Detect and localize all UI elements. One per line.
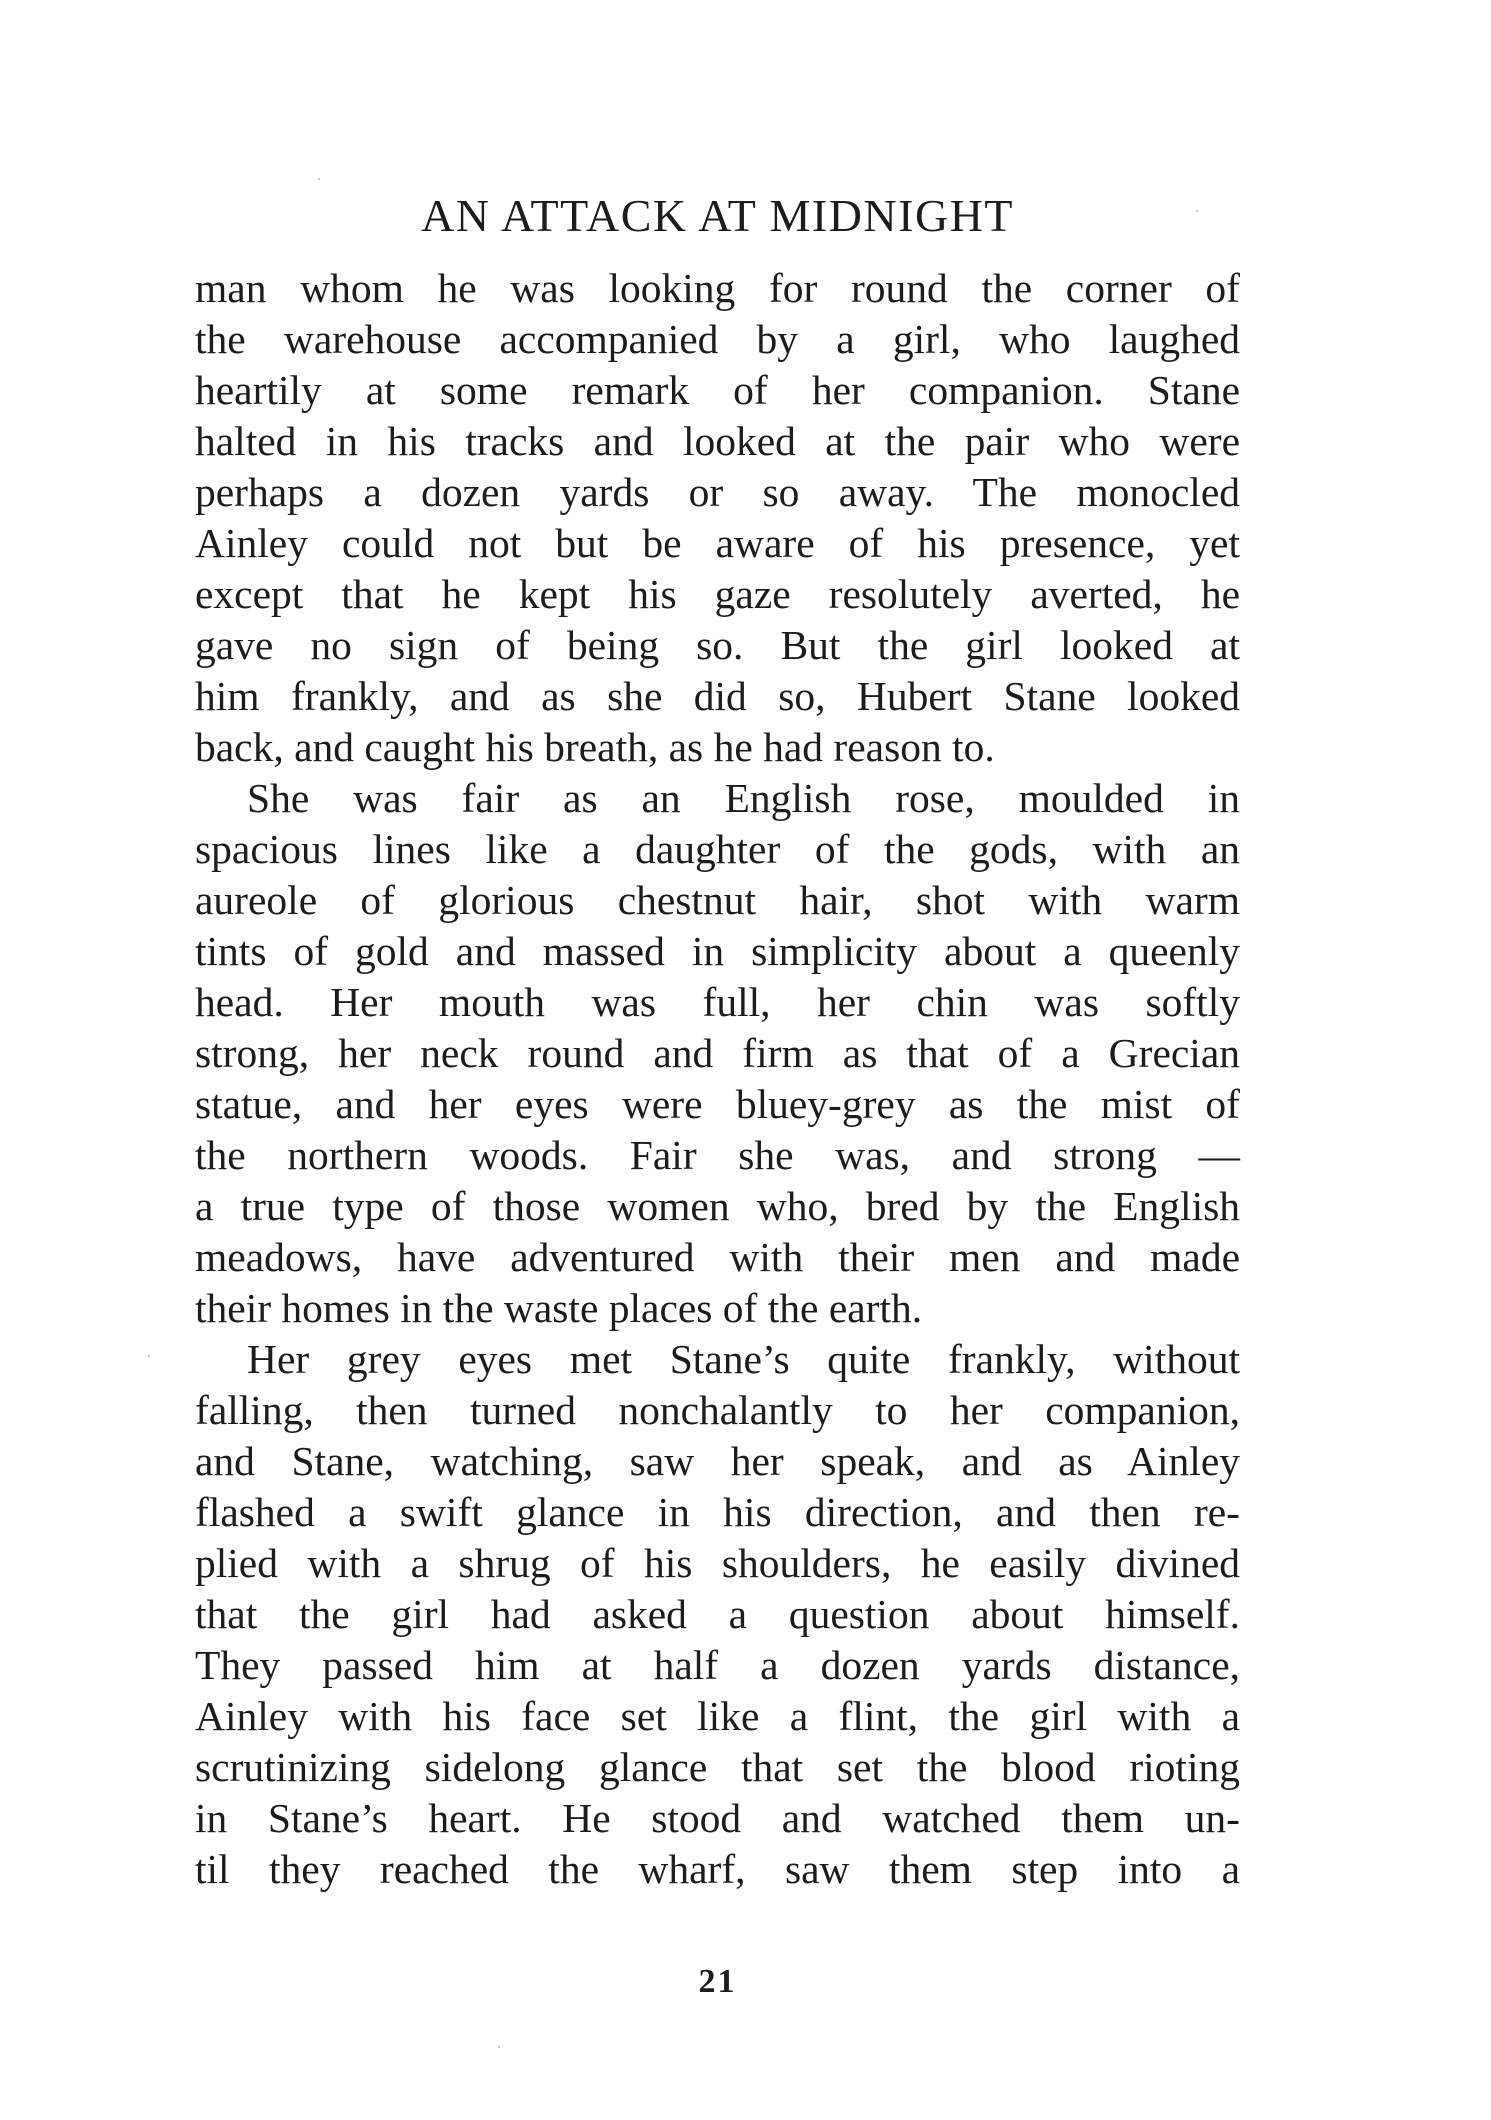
text-line: the northern woods. Fair she was, and strong —	[195, 1132, 1240, 1178]
text-line: except that he kept his gaze resolutely averted, he	[195, 571, 1240, 617]
text-line: Ainley with his face set like a flint, the girl with a	[195, 1693, 1240, 1739]
text-line: perhaps a dozen yards or so away. The monocled	[195, 469, 1240, 515]
paper-speck	[498, 2046, 500, 2048]
body-text	[195, 263, 1240, 1895]
text-line: head. Her mouth was full, her chin was softly	[195, 979, 1240, 1025]
paper-speck	[1196, 210, 1198, 212]
text-line: aureole of glorious chestnut hair, shot with warm	[195, 877, 1240, 923]
text-line: plied with a shrug of his shoulders, he easily divined	[195, 1540, 1240, 1586]
text-line: Her grey eyes met Stane’s quite frankly, without	[247, 1336, 1240, 1382]
paper-speck	[318, 178, 320, 180]
text-line: heartily at some remark of her companion. Stane	[195, 367, 1240, 413]
text-line: their homes in the waste places of the earth.	[195, 1285, 923, 1331]
text-line: statue, and her eyes were bluey-grey as the mist of	[195, 1081, 1240, 1127]
text-line: strong, her neck round and firm as that of a Grecian	[195, 1030, 1240, 1076]
running-head: AN ATTACK AT MIDNIGHT	[420, 190, 1015, 241]
text-line: gave no sign of being so. But the girl looked at	[195, 622, 1240, 668]
text-line: spacious lines like a daughter of the gods, with an	[195, 826, 1240, 872]
text-line: flashed a swift glance in his direction, and then re-	[195, 1489, 1240, 1535]
text-line: the warehouse accompanied by a girl, who laughed	[195, 316, 1240, 362]
text-line: Ainley could not but be aware of his presence, yet	[195, 520, 1240, 566]
text-line: tints of gold and massed in simplicity about a queenly	[195, 928, 1240, 974]
text-line: a true type of those women who, bred by the English	[195, 1183, 1240, 1229]
page-number: 21	[698, 1963, 737, 2000]
text-line: in Stane’s heart. He stood and watched them un-	[195, 1795, 1240, 1841]
text-line: that the girl had asked a question about himself.	[195, 1591, 1240, 1637]
text-line: and Stane, watching, saw her speak, and as Ainley	[195, 1438, 1240, 1484]
text-line: til they reached the wharf, saw them step into a	[195, 1846, 1240, 1892]
text-line: falling, then turned nonchalantly to her companion,	[195, 1387, 1240, 1433]
text-line: halted in his tracks and looked at the pair who were	[195, 418, 1240, 464]
text-line: scrutinizing sidelong glance that set the blood rioting	[195, 1744, 1240, 1790]
text-line: him frankly, and as she did so, Hubert Stane looked	[195, 673, 1240, 719]
text-line: She was fair as an English rose, moulded in	[247, 775, 1240, 821]
text-line: meadows, have adventured with their men and made	[195, 1234, 1240, 1280]
text-line: back, and caught his breath, as he had reason to.	[195, 724, 995, 770]
text-line: man whom he was looking for round the corner of	[195, 265, 1240, 311]
paper-speck	[148, 1355, 150, 1357]
text-line: They passed him at half a dozen yards distance,	[195, 1642, 1240, 1688]
